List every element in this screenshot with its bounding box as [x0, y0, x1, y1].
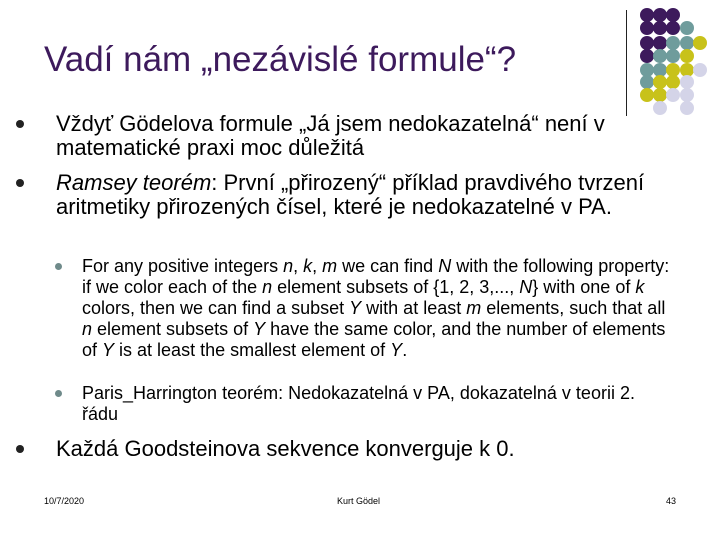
- bullet-item: [56, 437, 676, 461]
- decorative-dot: [653, 36, 667, 50]
- bullet-icon: [16, 120, 24, 128]
- bullet-text: we can find: [337, 256, 439, 276]
- decorative-dot: [680, 101, 694, 115]
- bullet-icon: [55, 390, 62, 397]
- bullet-text: n: [82, 319, 93, 339]
- bullet-text: N: [438, 256, 452, 276]
- bullet-text: For any positive integers: [82, 256, 284, 276]
- footer-author: Kurt Gödel: [337, 496, 381, 506]
- bullet-text: Y: [349, 298, 362, 318]
- decorative-dot: [666, 88, 680, 102]
- decorative-dot: [640, 49, 654, 63]
- bullet-text: element subsets of {1, 2, 3,...,: [272, 277, 520, 297]
- decorative-dot: [693, 36, 707, 50]
- decorative-dot: [640, 75, 654, 89]
- bullet-text: ,: [312, 256, 323, 276]
- bullet-item: [56, 171, 676, 219]
- bullet-text: Y: [102, 340, 115, 360]
- bullet-text: Y: [390, 340, 403, 360]
- divider-line: [626, 10, 627, 116]
- bullet-text: m: [466, 298, 482, 318]
- decorative-dot: [680, 21, 694, 35]
- bullet-icon: [55, 263, 62, 270]
- bullet-item: [82, 256, 672, 361]
- bullet-icon: [16, 445, 24, 453]
- bullet-text: .: [402, 340, 408, 360]
- decorative-dot: [666, 36, 680, 50]
- decorative-dot: [666, 75, 680, 89]
- decorative-dot: [666, 21, 680, 35]
- decorative-dot: [653, 88, 667, 102]
- bullet-text: with the following property: if we color each of the: [82, 256, 670, 297]
- bullet-text: Y: [253, 319, 266, 339]
- footer-page-number: 43: [666, 496, 677, 506]
- decorative-dot: [693, 63, 707, 77]
- decorative-dot: [640, 8, 654, 22]
- bullet-item: [56, 112, 676, 160]
- bullet-text: n: [262, 277, 273, 297]
- bullet-text: Paris_Harrington teorém: Nedokazatelná v PA, dokazatelná v teorii 2. řádu: [82, 383, 635, 424]
- decorative-dot: [680, 36, 694, 50]
- footer-date: 10/7/2020: [44, 496, 85, 506]
- bullet-text: k: [635, 277, 645, 297]
- decorative-dot: [680, 49, 694, 63]
- bullet-text: k: [303, 256, 313, 276]
- bullet-text: } with one of: [532, 277, 636, 297]
- decorative-dot: [640, 88, 654, 102]
- bullet-text: colors, then we can find a subset: [82, 298, 350, 318]
- slide-title: Vadí nám „nezávislé formule“?: [44, 40, 517, 79]
- decorative-dot: [666, 49, 680, 63]
- bullet-text: Ramsey teorém: [56, 170, 212, 195]
- decorative-dot: [653, 49, 667, 63]
- decorative-dot: [653, 8, 667, 22]
- bullet-icon: [16, 179, 24, 187]
- bullet-text: ,: [293, 256, 304, 276]
- decorative-dot: [666, 8, 680, 22]
- bullet-text: with at least: [361, 298, 467, 318]
- bullet-text: elements, such that all: [481, 298, 666, 318]
- decorative-dot: [680, 88, 694, 102]
- decorative-dot: [680, 75, 694, 89]
- decorative-dot: [653, 75, 667, 89]
- bullet-text: have the same color, and the number of elements of: [82, 319, 666, 360]
- decorative-dot: [640, 36, 654, 50]
- bullet-text: m: [322, 256, 338, 276]
- decorative-dot: [653, 21, 667, 35]
- bullet-text: Každá Goodsteinova sekvence konverguje k 0.: [56, 436, 515, 461]
- bullet-text: n: [283, 256, 294, 276]
- bullet-text: element subsets of: [92, 319, 254, 339]
- decorative-dot: [640, 21, 654, 35]
- bullet-text: is at least the smallest element of: [114, 340, 391, 360]
- bullet-text: Vždyť Gödelova formule „Já jsem nedokazatelná“ není v matematické praxi moc důležitá: [56, 111, 605, 160]
- bullet-text: : První „přirozený“ příklad pravdivého tvrzení aritmetiky přirozených čísel, které je nedokazatelné v PA.: [56, 170, 645, 219]
- bullet-item: [82, 383, 672, 425]
- bullet-text: N: [519, 277, 533, 297]
